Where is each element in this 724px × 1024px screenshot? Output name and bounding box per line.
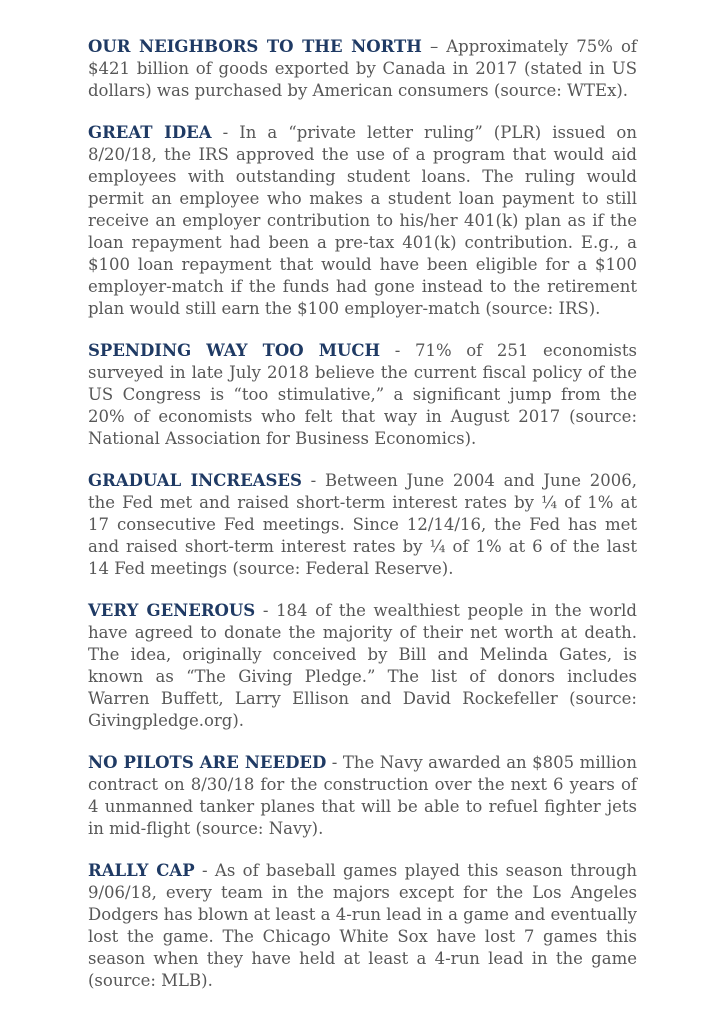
item-heading: RALLY CAP (88, 861, 195, 880)
news-item-very-generous (88, 600, 637, 732)
item-body: - 71% of 251 economists surveyed in late July 2018 believe the current fiscal policy of the US Congress is “too stimulative,” a significant jump from the 20% of economists who felt that way in August 2017 (source: National Association for Business Economics). (88, 341, 637, 448)
item-heading: SPENDING WAY TOO MUCH (88, 341, 381, 360)
item-body: - The Navy awarded an $805 million contract on 8/30/18 for the construction over the next 6 years of 4 unmanned tanker planes that will be able to refuel fighter jets in mid-flight (source: Navy). (88, 753, 637, 838)
news-item-our-neighbors (88, 36, 637, 102)
item-body: - Between June 2004 and June 2006, the Fed met and raised short-term interest rates by ¼ of 1% at 17 consecutive Fed meetings. Since 12/14/16, the Fed has met and raised short-term interest rates by ¼ of 1% at 6 of the last 14 Fed meetings (source: Federal Reserve). (88, 471, 637, 578)
news-item-great-idea (88, 122, 637, 320)
item-body: - In a “private letter ruling” (PLR) issued on 8/20/18, the IRS approved the use of a program that would aid employees with outstanding student loans. The ruling would permit an employee who makes a student loan payment to still receive an employer contribution to his/her 401(k) plan as if the loan repayment had been a pre-tax 401(k) contribution. E.g., a $100 loan repayment that would have been eligible for a $100 employer-match if the funds had gone instead to the retirement plan would still earn the $100 employer-match (source: IRS). (88, 123, 637, 318)
item-heading: GRADUAL INCREASES (88, 471, 302, 490)
item-body: - As of baseball games played this season through 9/06/18, every team in the majors except for the Los Angeles Dodgers has blown at least a 4-run lead in a game and eventually lost the game. The Chicago White Sox have lost 7 games this season when they have held at least a 4-run lead in the game (source: MLB). (88, 861, 638, 990)
item-heading: NO PILOTS ARE NEEDED (88, 753, 327, 772)
news-item-no-pilots-are-needed (88, 752, 637, 840)
item-heading: GREAT IDEA (88, 123, 212, 142)
item-body: – Approximately 75% of $421 billion of goods exported by Canada in 2017 (stated in US dollars) was purchased by American consumers (source: WTEx). (88, 37, 638, 100)
item-heading: VERY GENEROUS (88, 601, 256, 620)
news-item-gradual-increases (88, 470, 637, 580)
news-item-spending-way-too-much (88, 340, 637, 450)
item-heading: OUR NEIGHBORS TO THE NORTH (88, 37, 422, 56)
item-body: - 184 of the wealthiest people in the world have agreed to donate the majority of their net worth at death. The idea, originally conceived by Bill and Melinda Gates, is known as “The Giving Pledge.” The list of donors includes Warren Buffett, Larry Ellison and David Rockefeller (source: Givingpledge.org). (88, 601, 637, 730)
news-item-rally-cap (88, 860, 637, 992)
